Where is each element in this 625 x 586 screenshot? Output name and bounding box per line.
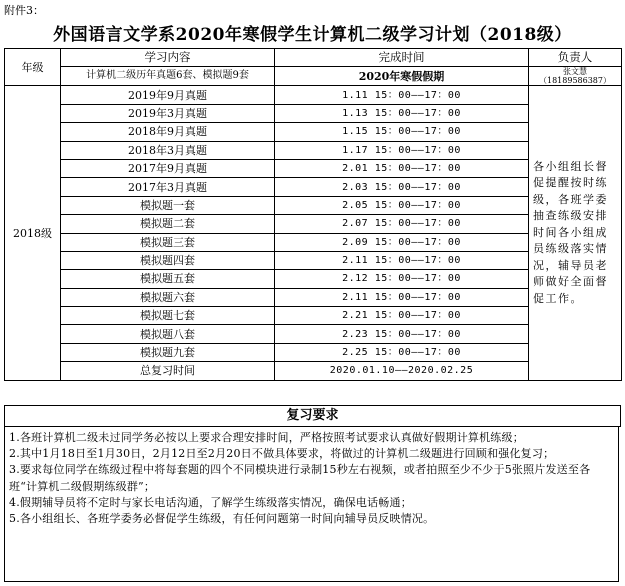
requirement-item: 2.其中1月18日至1月30日，2月12日至2月20日不做具体要求，将做过的计算机二级题进行回顾和强化复习； — [9, 447, 555, 461]
review-time-cell: 2020.01.10——2020.02.25 — [275, 362, 529, 380]
attachment-label: 附件3： — [4, 4, 44, 17]
study-content-cell: 模拟题三套 — [61, 233, 275, 251]
study-content-cell: 模拟题二套 — [61, 215, 275, 233]
study-content-cell: 模拟题五套 — [61, 270, 275, 288]
completion-time-cell: 2.05 15：00——17：00 — [275, 196, 529, 214]
completion-time-cell: 2.23 15：00——17：00 — [275, 325, 529, 343]
study-content-cell: 2019年9月真题 — [61, 86, 275, 104]
requirements-list — [4, 426, 619, 582]
study-content-cell: 模拟题四套 — [61, 251, 275, 269]
completion-time-cell: 2.12 15：00——17：00 — [275, 270, 529, 288]
completion-time-cell: 2.09 15：00——17：00 — [275, 233, 529, 251]
completion-time-cell: 2.03 15：00——17：00 — [275, 178, 529, 196]
study-content-cell: 模拟题七套 — [61, 307, 275, 325]
completion-time-cell: 2.11 15：00——17：00 — [275, 288, 529, 306]
completion-time-cell: 2.21 15：00——17：00 — [275, 307, 529, 325]
requirements-heading: 复习要求 — [4, 405, 621, 427]
study-content-cell: 2018年3月真题 — [61, 141, 275, 159]
study-plan-table — [4, 48, 622, 381]
completion-time-cell: 2.01 15：00——17：00 — [275, 159, 529, 177]
study-content-cell: 模拟题九套 — [61, 343, 275, 361]
header-content: 学习内容 — [61, 49, 275, 67]
study-content-cell: 模拟题六套 — [61, 288, 275, 306]
completion-time-cell: 2.07 15：00——17：00 — [275, 215, 529, 233]
table-row — [5, 86, 622, 104]
time-subheader: 2020年寒假假期 — [275, 67, 529, 86]
owner-phone: （18189586387） — [539, 76, 611, 86]
completion-time-cell: 2.11 15：00——17：00 — [275, 251, 529, 269]
study-content-cell: 模拟题一套 — [61, 196, 275, 214]
requirement-item: 5.各小组组长、各班学委务必督促学生练级，有任何问题第一时间向辅导员反映情况。 — [9, 512, 435, 526]
completion-time-cell: 1.15 15：00——17：00 — [275, 123, 529, 141]
completion-time-cell: 1.17 15：00——17：00 — [275, 141, 529, 159]
requirement-item: 3.要求每位同学在练级过程中将每套题的四个不同模块进行录制15秒左右视频，或者拍照至少不少于5张照片发送至各班“计算机二级假期练级群”； — [9, 463, 591, 493]
owner-name: 张文慧 — [563, 67, 587, 77]
study-content-cell: 2018年9月真题 — [61, 123, 275, 141]
owner-note-cell: 各小组组长督促提醒按时练级，各班学委抽查练级安排时间各小组成员练级落实情况，辅导员老师做好全面督促工作。 — [529, 86, 622, 380]
requirement-item: 1.各班计算机二级未过同学务必按以上要求合理安排时间，严格按照考试要求认真做好假期计算机练级； — [9, 431, 524, 444]
study-content-cell: 2017年9月真题 — [61, 159, 275, 177]
header-time: 完成时间 — [275, 49, 529, 67]
completion-time-cell: 1.13 15：00——17：00 — [275, 104, 529, 122]
review-label-cell: 总复习时间 — [61, 362, 275, 380]
header-grade: 年级 — [5, 49, 61, 86]
completion-time-cell: 1.11 15：00——17：00 — [275, 86, 529, 104]
grade-cell: 2018级 — [5, 86, 61, 380]
study-content-cell: 2019年3月真题 — [61, 104, 275, 122]
study-content-cell: 模拟题八套 — [61, 325, 275, 343]
owner-contact — [529, 67, 622, 86]
content-subheader: 计算机二级历年真题6套、模拟题9套 — [61, 67, 275, 86]
page-title: 外国语言文学系2020年寒假学生计算机二级学习计划（2018级） — [53, 25, 572, 45]
requirement-item: 4.假期辅导员将不定时与家长电话沟通，了解学生练级落实情况，确保电话畅通； — [9, 495, 412, 509]
study-content-cell: 2017年3月真题 — [61, 178, 275, 196]
header-owner: 负责人 — [529, 49, 622, 67]
completion-time-cell: 2.25 15：00——17：00 — [275, 343, 529, 361]
